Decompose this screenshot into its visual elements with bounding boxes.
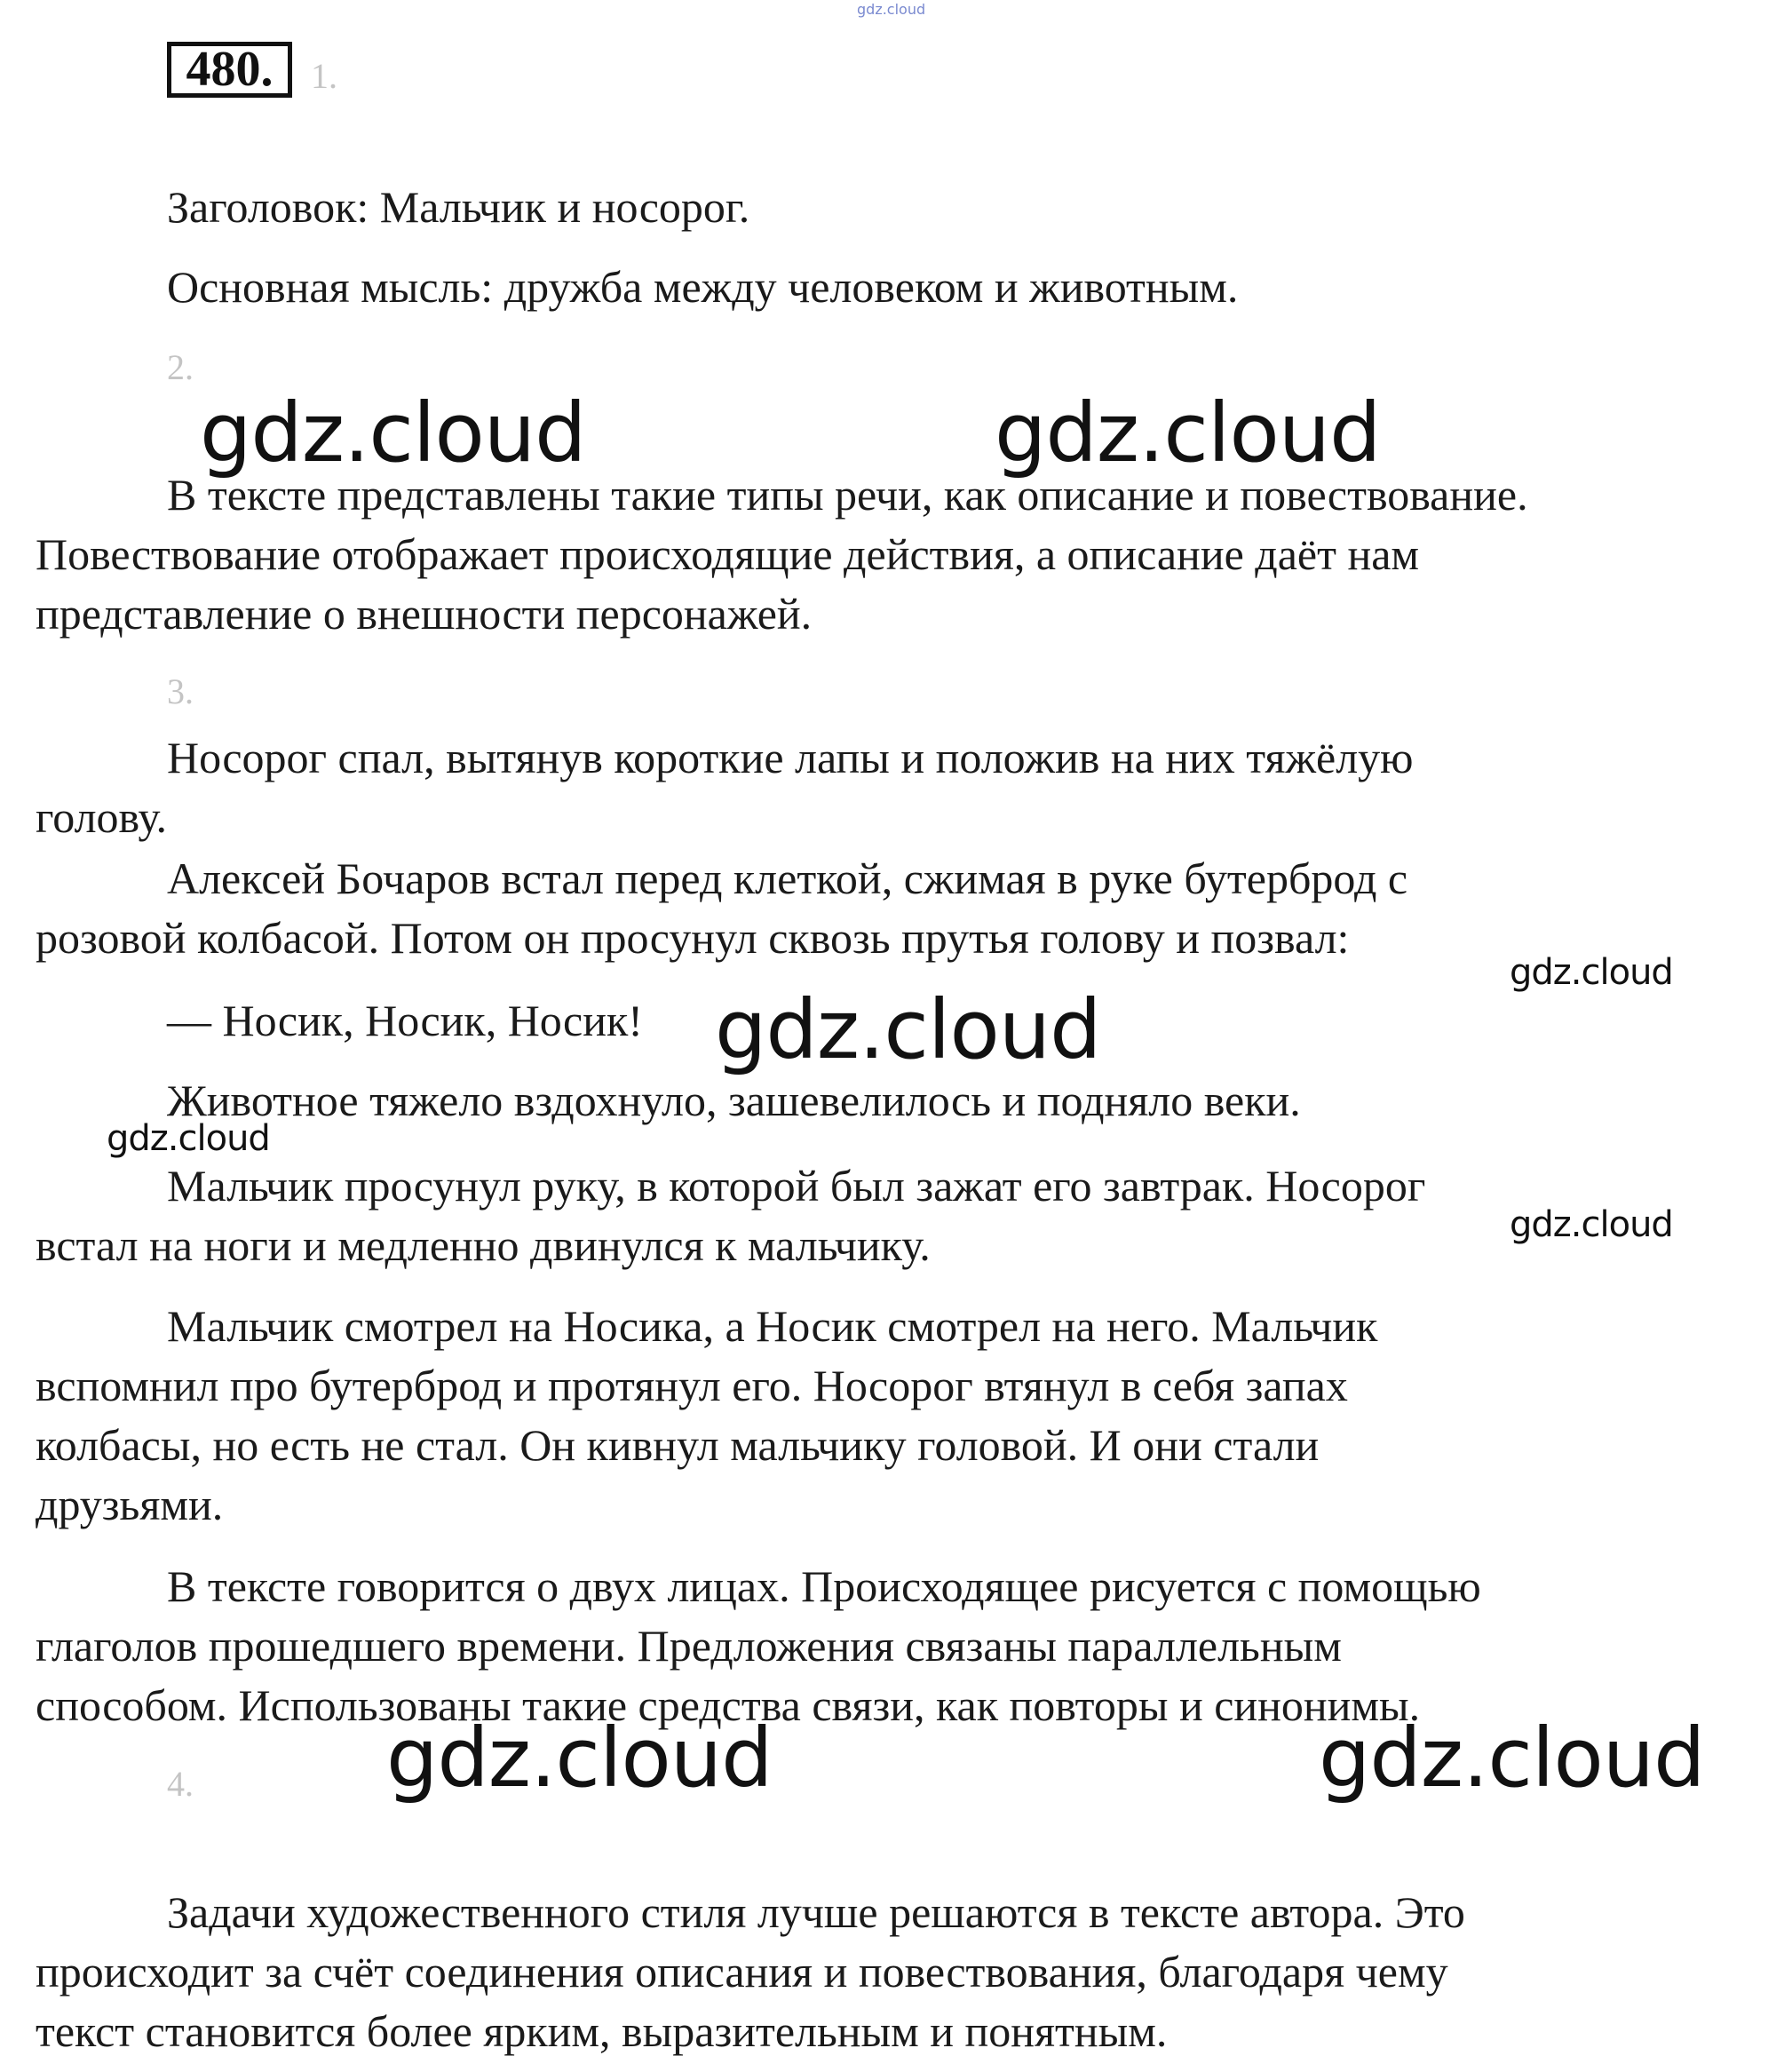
watermark-small-1: gdz.cloud: [1510, 952, 1673, 993]
part3-p7-line-2: глаголов прошедшего времени. Предложения связаны параллельным: [36, 1621, 1342, 1671]
watermark-big-3: gdz.cloud: [715, 982, 1101, 1077]
part3-p1-line-1: Носорог спал, вытянув короткие лапы и положив на них тяжёлую: [167, 733, 1414, 782]
part3-p6-line-1: Мальчик смотрел на Носика, а Носик смотрел на него. Мальчик: [167, 1301, 1378, 1351]
part2-line-1: В тексте представлены такие типы речи, как описание и повествование.: [167, 470, 1528, 520]
watermark-small-2: gdz.cloud: [107, 1118, 270, 1159]
part3-p6-line-3: колбасы, но есть не стал. Он кивнул мальчику головой. И они стали: [36, 1420, 1320, 1470]
part3-p5-line-1: Мальчик просунул руку, в которой был зажат его завтрак. Носорог: [167, 1161, 1426, 1211]
part3-p2-line-2: розовой колбасой. Потом он просунул сквозь прутья голову и позвал:: [36, 913, 1350, 963]
part3-p5-line-1-wrap: [36, 1156, 1425, 1216]
part3-p7-line-3: способом. Использованы такие средства связи, как повторы и синонимы.: [36, 1680, 1421, 1730]
section-marker-3: 3.: [167, 671, 194, 711]
section-marker-2: 2.: [167, 347, 194, 387]
part4-line-3: текст становится более ярким, выразительным и понятным.: [36, 2006, 1168, 2056]
watermark-big-4: gdz.cloud: [386, 1711, 773, 1806]
watermark-small-3: gdz.cloud: [1510, 1204, 1673, 1245]
part3-p3: — Носик, Носик, Носик!: [167, 996, 643, 1045]
section-marker-4: 4.: [167, 1764, 194, 1804]
watermark-big-1: gdz.cloud: [200, 385, 586, 480]
section-marker-1: 1.: [311, 56, 337, 96]
title-line: Заголовок: Мальчик и носорог.: [167, 182, 750, 232]
part4-line-1: Задачи художественного стиля лучше решаются в тексте автора. Это: [167, 1887, 1465, 1937]
part3-p7-line-1: В тексте говорится о двух лицах. Происходящее рисуется с помощью: [167, 1561, 1481, 1611]
part3-p4: Животное тяжело вздохнуло, зашевелилось и подняло веки.: [167, 1076, 1301, 1125]
part4-line-2: происходит за счёт соединения описания и повествования, благодаря чему: [36, 1947, 1448, 1997]
task-number-box: [167, 42, 292, 98]
part2-line-2: Повествование отображает происходящие действия, а описание даёт нам: [36, 529, 1420, 579]
top-watermark: gdz.cloud: [857, 1, 926, 18]
task-number: 480.: [186, 42, 274, 97]
watermark-big-2: gdz.cloud: [995, 385, 1381, 480]
part2-line-3: представление о внешности персонажей.: [36, 589, 813, 639]
watermark-big-5: gdz.cloud: [1319, 1711, 1705, 1806]
main-idea-line: Основная мысль: дружба между человеком и животным.: [167, 262, 1239, 312]
part3-p6-line-4: друзьями.: [36, 1480, 224, 1529]
part3-p1-line-2: голову.: [36, 792, 167, 842]
part3-p2-line-1: Алексей Бочаров встал перед клеткой, сжимая в руке бутерброд с: [167, 853, 1408, 903]
part3-p5-line-2: встал на ноги и медленно двинулся к мальчику.: [36, 1220, 931, 1270]
part3-p6-line-2: вспомнил про бутерброд и протянул его. Носорог втянул в себя запах: [36, 1361, 1348, 1410]
